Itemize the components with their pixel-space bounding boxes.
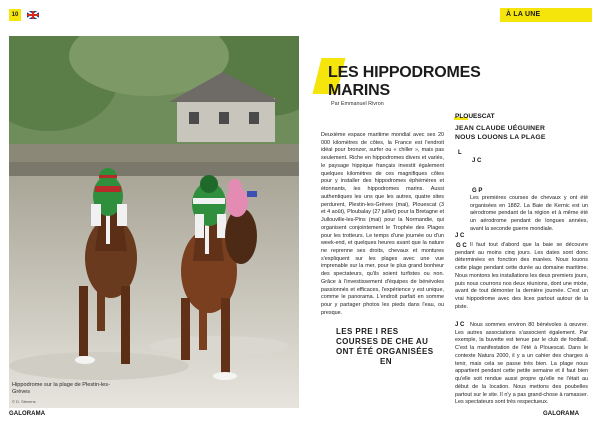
- photo-credit: © D. Stevens: [12, 399, 36, 404]
- beach-race-photo: [9, 36, 299, 408]
- page-number-badge: 10: [9, 9, 21, 21]
- answer-paragraph: [455, 242, 588, 312]
- section-tab[interactable]: À LA UNE: [500, 8, 592, 22]
- question-marker: G C: [456, 243, 467, 249]
- question-marker: J C: [472, 158, 482, 164]
- interviewee-heading: [455, 124, 585, 142]
- answer-text: Il faut tout d'abord que la baie se découvre pendant au moins cinq jours. Les dates sont donc déterminées en fonction des marées. Nous louons cette plage pendant cette durée au domaine maritime. Nous montons les installations les deux premiers jours, puis nous courrons nos deux réunions, dont une mixte, avant de tout démonter la dernière journée. C'est un vrai hippodrome avec des lices partout autour de la piste.: [455, 242, 588, 310]
- title-line-2: MARINS: [328, 81, 390, 99]
- intro-paragraph: Deuxième espace maritime mondial avec ses 20 000 kilomètres de côtes, la France est l'endroit idéal pour bronzer, surfer ou « chiller », mais pas seulement. Riche en hippodromes divers et variés, le paysage hippique français investit également quelques kilomètres de ces magnifiques côtes pour y installer des hippodromes éphémères et étonnants, les hippodromes marins. Aussi authentiques les uns que les autres, quatre sites perdurent, Plestin-les-Grèves (mai), Plouescat (3 et 4 août), Ploubalay (27 juillet) pour la Bretagne et Jullouville-les-Pins (mai) pour la Normandie, qui organisent conjointement le Trophée des Plages pour les trotteurs. Le temps d'une journée ou d'un week-end, et quelques heures avant que la nature ne reprenne ses droits, chevaux et montures s'expliquent sur les plages avec une vue imprenable sur la mer, pour le plus grand bonheur des spectateurs, qu'ils soient turfistes ou non. Grâce à l'investissement d'équipes de bénévoles passionnés et efficaces, l'expérience y est unique, comme le panorama. L'endroit parfait en somme pour y partager photos les pieds dans l'eau, ou presque.: [321, 132, 444, 316]
- question-marker: L: [458, 150, 462, 156]
- answer-text: Les premières courses de chevaux y ont été organisées en 1882. La Baie de Kernic est un aérodrome pendant de la région et à même été un aérodrome pendant de longues années, avant la seconde guerre mondiale.: [470, 195, 588, 232]
- question-marker: G P: [472, 188, 483, 194]
- uk-flag-icon[interactable]: [27, 11, 39, 19]
- interviewee-name: JEAN CLAUDE UÉGUINER: [455, 125, 546, 132]
- location-label: PLOUESCAT: [455, 113, 495, 120]
- question-marker: J C: [455, 322, 465, 328]
- pull-quote-line: COURSES DE CHE AU: [336, 337, 429, 346]
- pull-quote-line: LES PRE I RES: [336, 327, 399, 336]
- answer-paragraph: [470, 195, 588, 234]
- interview-headline: NOUS LOUONS LA PLAGE: [455, 134, 546, 142]
- horses-racing-illustration: [9, 36, 299, 408]
- pull-quote-line: ONT ÉTÉ ORGANISÉES: [336, 347, 434, 356]
- magazine-name-footer: GALORAMA: [9, 411, 46, 417]
- title-line-1: LES HIPPODROMES: [328, 64, 481, 81]
- question-marker: J C: [455, 233, 465, 239]
- photo-caption: Hippodrome sur la plage de Plestin-les-Grèves: [12, 382, 110, 395]
- pull-quote-line: EN: [380, 357, 392, 366]
- answer-text: Nous sommes environ 80 bénévoles à œuvrer. Les autres associations s'associent également. Par exemple, la buvette est tenue par le club de football. C'est la manifestation de l'été à Plouescat. Dans le contexte Natura 2000, il y a un cahier des charges à tenir, mais cela se passe très bien. La plage nous appartient pendant cette petite semaine et il faut bien qu'elle soit rendue aussi propre qu'elle ne l'était au début de la location. Nous mettons des poubelles partout sur le site. Il n'y a pas grand-chose à ramasser. Les spectateurs sont très respectueux.: [455, 322, 588, 406]
- pull-quote: [336, 327, 442, 367]
- article-title: [328, 64, 508, 100]
- answer-paragraph: [455, 322, 588, 407]
- magazine-name-footer: GALORAMA: [543, 411, 580, 417]
- byline: Par Emmanuel Rivron: [331, 101, 384, 107]
